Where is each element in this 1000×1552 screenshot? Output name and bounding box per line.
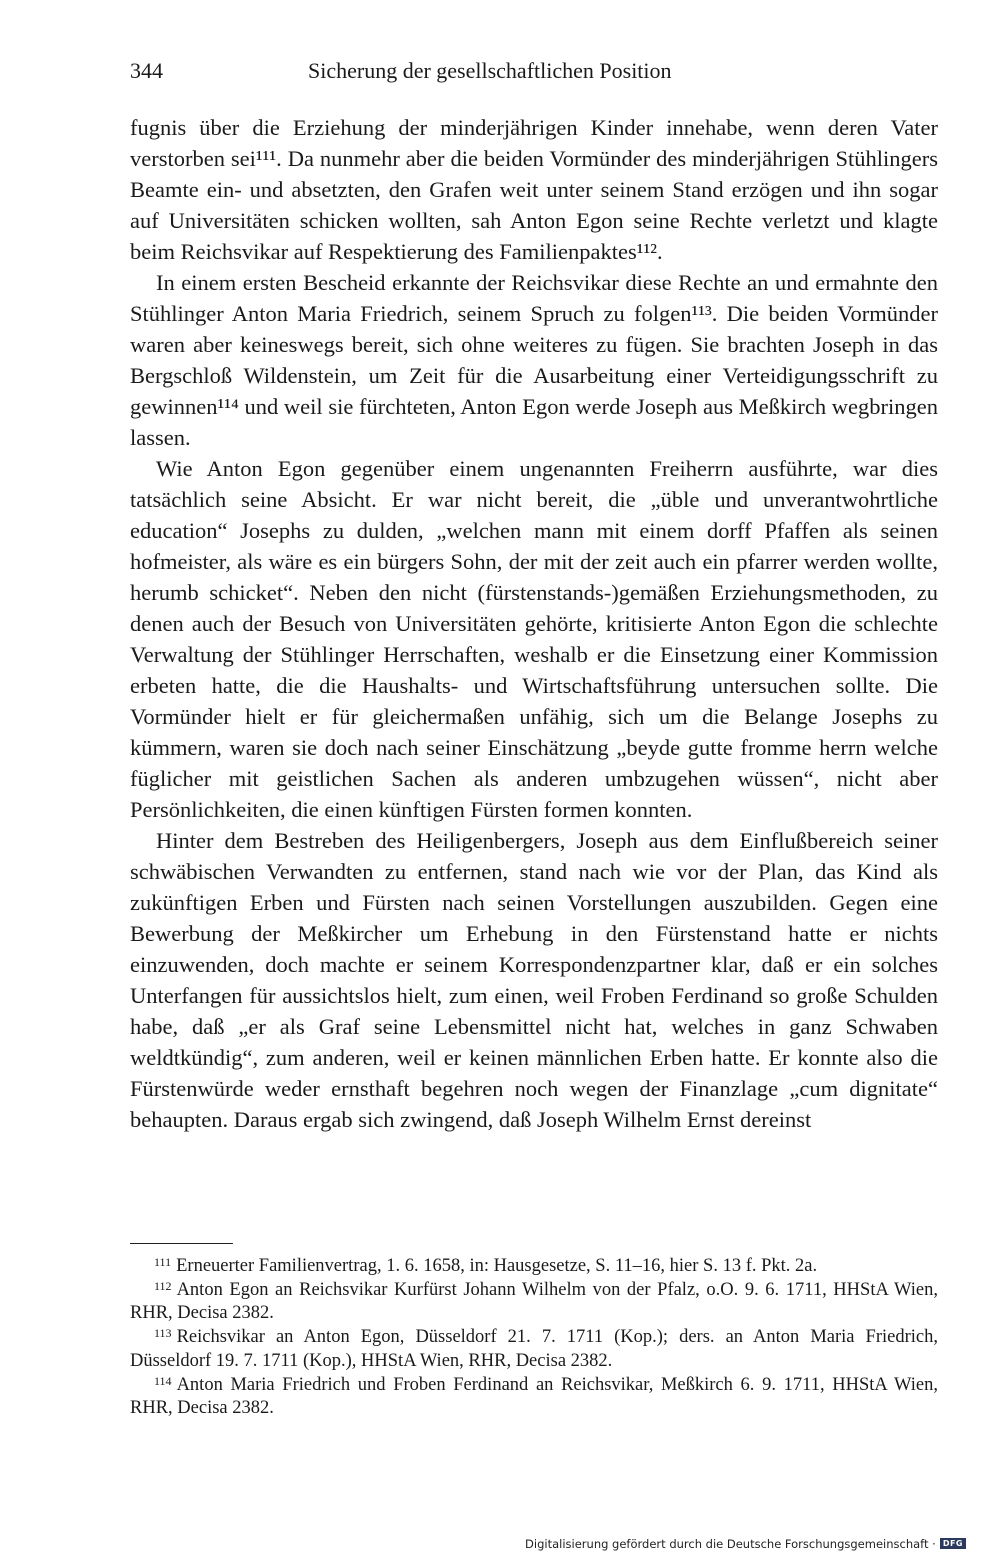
footnote-number: 112 bbox=[154, 1278, 172, 1293]
credit-text: Digitalisierung gefördert durch die Deutsche Forschungsgemeinschaft · bbox=[525, 1536, 936, 1551]
footnote bbox=[130, 1255, 938, 1279]
footnote-number: 114 bbox=[154, 1373, 172, 1388]
footnote-text: Reichsvikar an Anton Egon, Düsseldorf 21. 7. 1711 (Kop.); ders. an Anton Maria Friedrich, Düsseldorf 19. 7. 1711 (Kop.), HHStA Wien, RHR, Decisa 2382. bbox=[130, 1327, 938, 1371]
paragraph: In einem ersten Bescheid erkannte der Reichsvikar diese Rechte an und ermahnte den Stühlinger Anton Maria Friedrich, seinem Spruch zu folgen¹¹³. Die beiden Vormünder waren aber keineswegs bereit, sich ohne weiteres zu fügen. Sie brachten Joseph in das Bergschloß Wildenstein, um Zeit für die Ausarbeitung einer Verteidigungsschrift zu gewinnen¹¹⁴ und weil sie fürchteten, Anton Egon werde Joseph aus Meßkirch wegbringen lassen. bbox=[130, 270, 938, 450]
footnote-text: Erneuerter Familienvertrag, 1. 6. 1658, in: Hausgesetze, S. 11–16, hier S. 13 f. Pkt. 2a. bbox=[176, 1256, 818, 1276]
body-text bbox=[130, 112, 938, 1135]
digitization-credit bbox=[525, 1536, 966, 1551]
paragraph: fugnis über die Erziehung der minderjährigen Kinder innehabe, wenn deren Vater verstorben sei¹¹¹. Da nunmehr aber die beiden Vormünder des minderjährigen Stühlingers Beamte ein- und absetzten, den Grafen weit unter seinem Stand erzögen und ihn sogar auf Universitäten schicken wollten, sah Anton Egon seine Rechte verletzt und klagte beim Reichsvikar auf Respektierung des Familienpaktes¹¹². bbox=[130, 115, 938, 264]
footnote bbox=[130, 1279, 938, 1326]
dfg-logo-icon: DFG bbox=[940, 1538, 966, 1549]
footnote-text: Anton Maria Friedrich und Froben Ferdinand an Reichsvikar, Meßkirch 6. 9. 1711, HHStA Wien, RHR, Decisa 2382. bbox=[130, 1374, 938, 1419]
paragraph: Wie Anton Egon gegenüber einem ungenannten Freiherrn ausführte, war dies tatsächlich seine Absicht. Er war nicht bereit, die „üble und unverantwohrtliche education“ Josephs zu dulden, „welchen mann mit einem dorff Pfaffen als seinen hofmeister, als wäre es ein bürgers Sohn, der mit der zeit auch ein pfarrer werden wollte, herumb schicket“. Neben den nicht (fürstenstands-)gemäßen Erziehungsmethoden, zu denen auch der Besuch von Universitäten gehörte, kritisierte Anton Egon die schlechte Verwaltung der Stühlinger Herrschaften, weshalb er die Einsetzung einer Kommission erbeten hatte, die die Haushalts- und Wirtschaftsführung untersuchen sollte. Die Vormünder hielt er für gleichermaßen unfähig, sich um die Belange Josephs zu kümmern, waren sie doch nach seiner Einschätzung „beyde gutte fromme herrn welche füglicher mit geistlichen Sachen als anderen umbzugehen wüssen“, nicht aber Persönlichkeiten, die einen künftigen Fürsten formen konnten. bbox=[130, 456, 938, 822]
footnote-number: 111 bbox=[154, 1255, 172, 1269]
page-number: 344 bbox=[130, 58, 163, 83]
footnote-divider bbox=[130, 1243, 233, 1244]
footnotes bbox=[130, 1255, 938, 1421]
footnote bbox=[130, 1374, 938, 1421]
footnote-number: 113 bbox=[154, 1326, 172, 1341]
running-title: Sicherung der gesellschaftlichen Position bbox=[308, 58, 672, 83]
paragraph: Hinter dem Bestreben des Heiligenbergers, Joseph aus dem Einflußbereich seiner schwäbischen Verwandten zu entfernen, stand nach wie vor der Plan, das Kind als zukünftigen Erben und Fürsten nach seinen Vorstellungen auszubilden. Gegen eine Bewerbung der Meßkircher um Erhebung in den Fürstenstand hatte er nichts einzuwenden, doch machte er seinem Korrespondenzpartner klar, daß er ein solches Unterfangen für aussichtslos hielt, zum einen, weil Froben Ferdinand so große Schulden habe, daß „er als Graf seine Lebensmittel nicht hat, welches in ganz Schwaben weldtkündig“, zum anderen, weil er keinen männlichen Erben hatte. Er konnte also die Fürstenwürde weder ernsthaft begehren noch wegen der Finanzlage „cum dignitate“ behaupten. Daraus ergab sich zwingend, daß Joseph Wilhelm Ernst dereinst bbox=[130, 828, 938, 1132]
footnote-text: Anton Egon an Reichsvikar Kurfürst Johann Wilhelm von der Pfalz, o.O. 9. 6. 1711, HHStA Wien, RHR, Decisa 2382. bbox=[130, 1279, 938, 1324]
running-head bbox=[130, 58, 938, 90]
footnote bbox=[130, 1326, 938, 1373]
